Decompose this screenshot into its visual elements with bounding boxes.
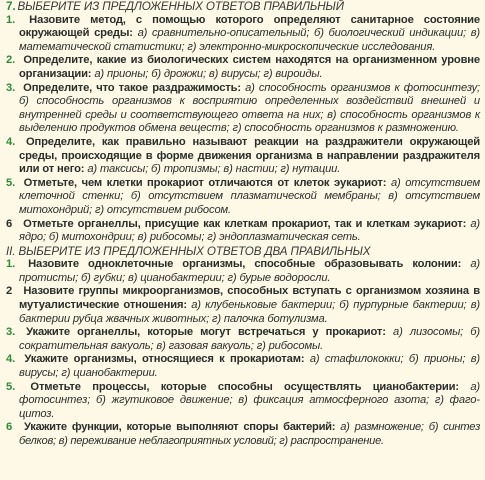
question-1-6 [6,218,480,245]
question-number: 6 [6,217,13,230]
section-number: 7. [6,0,16,13]
question-stem: Отметьте, чем клетки прокариот отличаются от клеток эукариот: [23,176,387,189]
question-stem: Отметьте процессы, которые способны осуществлять цианобактерии: [30,380,459,393]
question-1-1 [6,14,480,55]
question-number: 5. [6,176,16,189]
question-options: а) размножение; б) синтез белков; в) переживание неблагоприятных условий; г) распространение. [19,421,480,447]
question-options: а) отсутствием клеточной стенки; б) отсутствием плазматической мембраны; в) отсутствием митохондрий; г) отсутствием рибосом. [19,176,480,216]
question-number: 2 [6,285,13,298]
question-options: а) клубеньковые бактерии; б) пурпурные бактерии; в) бактерии рубца жвачных животных; г) палочка ботулизма. [19,299,480,325]
question-2-1 [6,258,480,285]
section-heading-single-answer [6,0,480,14]
question-stem: Назовите группы микроорганизмов, способных вступать с организмом хозяина в мутуалистические отношения: [19,285,480,312]
question-2-3 [6,326,480,353]
question-stem: Назовите метод, с помощью которого определяют санитарное состояние окружающей среды: [19,13,480,40]
question-1-4 [6,136,480,177]
section-title: ВЫБЕРИТЕ ИЗ ПРЕДЛОЖЕННЫХ ОТВЕТОВ ПРАВИЛЬНЫЙ [17,0,344,13]
section-heading-two-answers [6,245,480,259]
question-1-3 [6,82,480,136]
question-stem: Укажите органеллы, которые могут встречаться у прокариот: [26,326,386,339]
question-number: 4. [6,135,16,148]
question-number: 5. [6,380,16,393]
question-number: 4. [6,353,16,366]
question-2-4 [6,353,480,380]
question-2-5 [6,381,480,422]
question-number: 3. [6,81,16,94]
question-options: а) стафилококки; б) прионы; в) вирусы; г) цианобактерии. [19,353,480,380]
question-1-2 [6,54,480,81]
question-number: 3. [6,326,16,339]
question-options: а) способность организмов к фотосинтезу; б) способность организмов к восприятию определенных воздействий внешней и внутренней среды и соответствующего ответа на них; в) способность организмов к выделению продуктов обмена веществ; г) способность организмов к размножению. [19,81,480,135]
section-title: II. ВЫБЕРИТЕ ИЗ ПРЕДЛОЖЕННЫХ ОТВЕТОВ ДВА ПРАВИЛЬНЫХ [6,244,371,258]
question-stem: Определите, что такое раздражимость: [23,81,241,94]
question-stem: Назовите одноклеточные организмы, способные образовывать колонии: [28,258,462,271]
question-options: а) лизосомы; б) сократительная вакуоль; в) газовая вакуоль; г) рибосомы. [19,326,481,352]
question-stem: Укажите организмы, относящиеся к прокариотам: [24,353,305,366]
question-options: а) ядро; б) митохондрии; в) рибосомы; г) эндоплазматическая сеть. [19,217,480,244]
question-number: 6 [6,421,12,434]
question-stem: Отметьте органеллы, присущие как клеткам прокариот, так и клеткам эукариот: [23,217,467,230]
question-stem: Определите, какие из биологических систем находятся на организменном уровне организации: [19,54,480,80]
question-2-6 [6,421,480,448]
question-options: а) прионы; б) дрожжи; в) вирусы; г) вироиды. [94,67,323,80]
question-2-2 [6,285,480,326]
question-stem: Определите, как правильно называют реакции на раздражители окружающей среды, происходящие в форме движения организма в направлении раздражителя или от него: [19,135,481,176]
question-1-5 [6,177,480,218]
question-number: 1. [6,13,16,26]
question-options: а) сравнительно-описательный; б) биологический индикации; в) математической статистики; г) электронно-микроскопические исследования. [19,27,480,53]
question-number: 1. [6,258,16,271]
question-options: а) таксисы; б) тропизмы; в) настии; г) нутации. [87,163,341,176]
question-options: а) протисты; б) губки; в) цианобактерии; г) бурые водоросли. [19,258,480,284]
question-options: а) фотосинтез; б) жгутиковое движение; в) фиксация атмосферного азота; г) фагоцитоз. [19,380,480,420]
question-stem: Укажите функции, которые выполняют споры бактерий: [24,421,336,434]
question-number: 2. [6,54,16,67]
